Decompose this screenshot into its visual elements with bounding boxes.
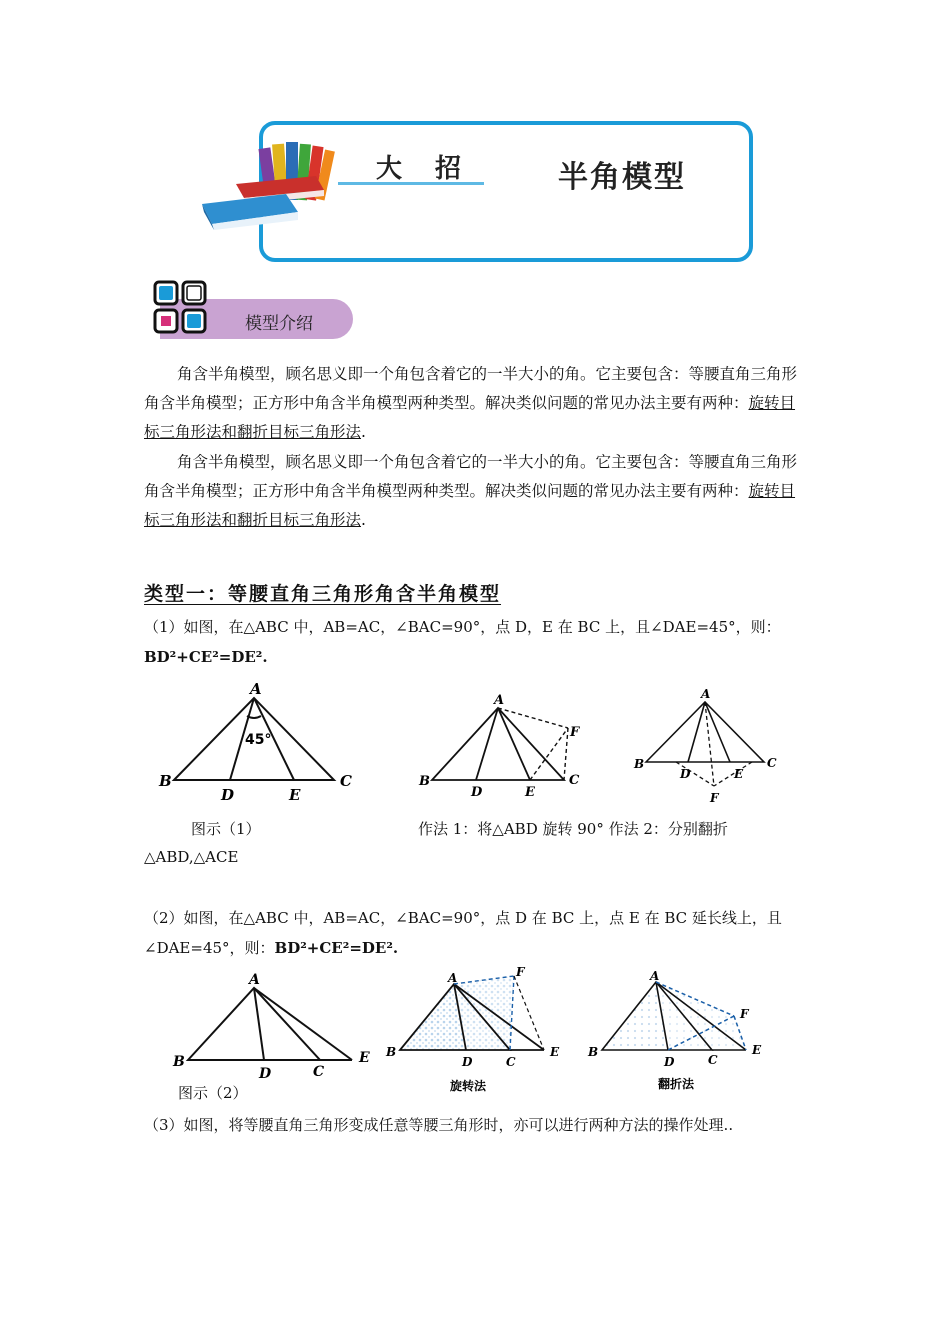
label-E: E [734, 767, 744, 781]
label-C: C [569, 773, 580, 788]
label-F: F [740, 1007, 749, 1021]
intro-paragraph-1: 角含半角模型，顾名思义即一个角包含着它的一半大小的角。它主要包含：等腰直角三角形角含半角模型；正方形中角含半角模型两种类型。解决类似问题的常见办法主要有两种：旋转目标三角形法和翻折目标三角形法. [144, 365, 798, 441]
figure-1-diagram [150, 676, 365, 808]
label-E: E [550, 1045, 560, 1059]
label-B: B [159, 772, 172, 790]
label-C: C [340, 772, 352, 790]
section-pill-label: 模型介绍 [245, 314, 313, 334]
label-E: E [525, 785, 535, 800]
label-A: A [250, 680, 262, 698]
label-B: B [419, 774, 430, 789]
label-A: A [650, 969, 660, 983]
rotate-method-label: 旋转法 [450, 1079, 487, 1093]
label-D: D [664, 1055, 675, 1069]
books-icon [196, 132, 346, 232]
label-D: D [259, 1066, 272, 1082]
underlined-method: 旋转目标三角形法和翻折目标三角形法 [144, 482, 796, 529]
label-C: C [767, 756, 777, 770]
label-A: A [249, 972, 260, 988]
label-F: F [710, 791, 719, 805]
question-2: （2）如图，在△ABC 中，AB=AC，∠BAC=90°，点 D 在 BC 上，点 E 在 BC 延长线上，且∠DAE=45°，则：BD²+CE²=DE². [144, 909, 782, 957]
label-A: A [701, 687, 711, 701]
underlined-method: 旋转目标三角形法和翻折目标三角形法 [144, 394, 796, 441]
label-B: B [386, 1045, 397, 1059]
label-E: E [752, 1043, 762, 1057]
label-B: B [173, 1054, 185, 1070]
label-B: B [588, 1045, 599, 1059]
label-F: F [516, 966, 525, 979]
method-caption-wrap: △ABD,△ACE [144, 848, 239, 866]
question-2-formula: BD²+CE²=DE². [274, 939, 399, 957]
label-E: E [289, 786, 301, 804]
label-C: C [708, 1053, 718, 1067]
label-A: A [448, 971, 458, 985]
label-C: C [506, 1055, 516, 1069]
label-D: D [221, 786, 235, 804]
question-1: （1）如图，在△ABC 中，AB=AC，∠BAC=90°，点 D，E 在 BC 上，且∠DAE=45°，则： BD²+CE²=DE². [144, 618, 781, 666]
grid-squares-icon [152, 279, 214, 339]
label-F: F [570, 725, 580, 740]
banner-left-label: 大 招 [376, 154, 474, 184]
section-heading: 类型一：等腰直角三角形角含半角模型 [144, 583, 502, 605]
figure-1-caption: 图示（1） [191, 820, 261, 838]
label-D: D [680, 767, 691, 781]
intro-paragraph-2: 角含半角模型，顾名思义即一个角包含着它的一半大小的角。它主要包含：等腰直角三角形角含半角模型；正方形中角含半角模型两种类型。解决类似问题的常见办法主要有两种：旋转目标三角形法和翻折目标三角形法. [144, 453, 798, 529]
method-caption: 作法 1：将△ABD 旋转 90° 作法 2：分别翻折 [418, 820, 728, 838]
banner-title: 半角模型 [558, 160, 686, 195]
label-D: D [471, 785, 483, 800]
figure-2-rotate-diagram [382, 966, 570, 1096]
fold-method-label: 翻折法 [658, 1077, 695, 1091]
figure-1-fold-diagram [628, 684, 780, 808]
label-B: B [634, 757, 645, 771]
label-E: E [359, 1050, 370, 1066]
figure-2-caption: 图示（2） [178, 1084, 248, 1102]
figure-2-diagram [168, 970, 378, 1082]
label-D: D [462, 1055, 473, 1069]
question-1-formula: BD²+CE²=DE². [144, 648, 268, 666]
question-3: （3）如图，将等腰直角三角形变成任意等腰三角形时，亦可以进行两种方法的操作处理.. [144, 1116, 734, 1134]
label-A: A [494, 693, 505, 708]
figure-1-rotate-diagram [412, 688, 594, 804]
label-C: C [313, 1064, 325, 1080]
figure-2-fold-diagram [584, 966, 774, 1094]
angle-label: 45° [245, 732, 272, 748]
